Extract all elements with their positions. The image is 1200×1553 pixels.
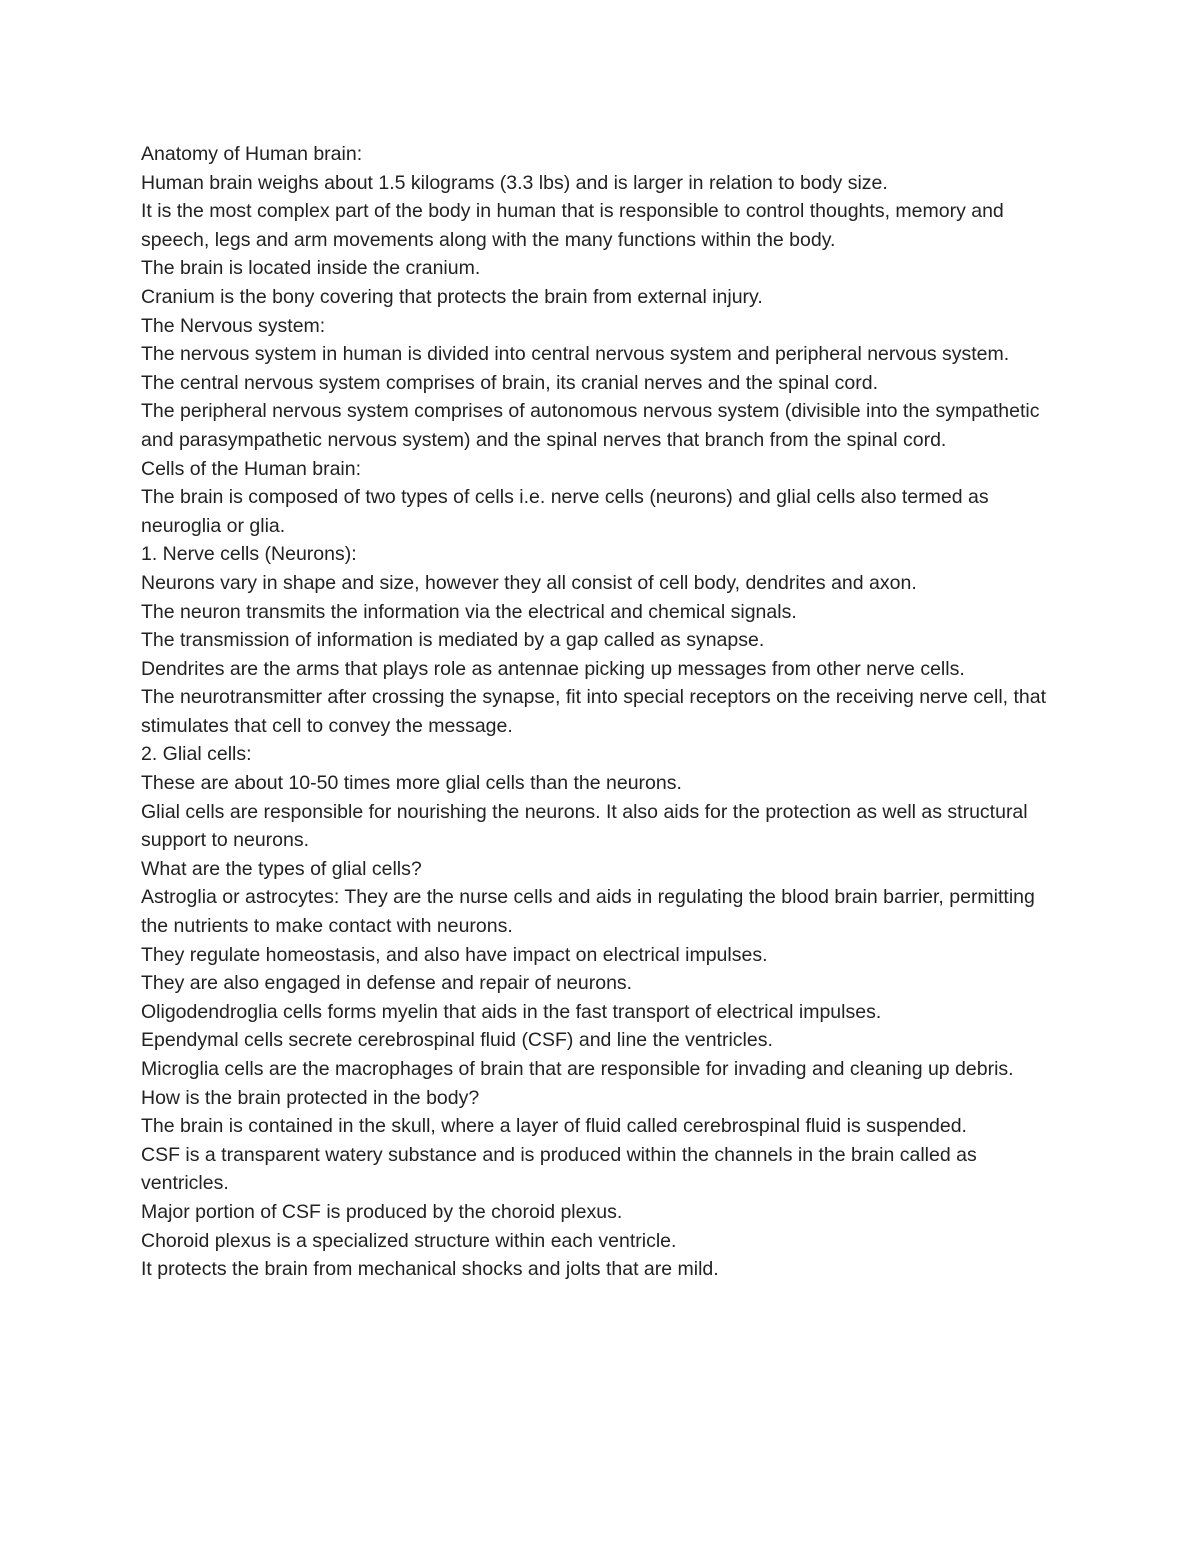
paragraph-choroid-plexus: Choroid plexus is a specialized structure within each ventricle. <box>141 1229 677 1252</box>
paragraph-skull: The brain is contained in the skull, where a layer of fluid called cerebrospinal fluid is suspended. <box>141 1115 967 1138</box>
paragraph-glial-count: These are about 10-50 times more glial cells than the neurons. <box>141 772 682 795</box>
paragraph-nervous-division: The nervous system in human is divided into central nervous system and peripheral nervous system. <box>141 343 1010 366</box>
subheading-nerve-cells: 1. Nerve cells (Neurons): <box>141 543 357 566</box>
section-heading-anatomy: Anatomy of Human brain: <box>141 143 363 165</box>
paragraph-ependymal: Ependymal cells secrete cerebrospinal fluid (CSF) and line the ventricles. <box>141 1029 773 1052</box>
section-heading-nervous-system: The Nervous system: <box>141 314 326 337</box>
paragraph-oligodendroglia: Oligodendroglia cells forms myelin that aids in the fast transport of electrical impulses. <box>141 1000 882 1023</box>
subheading-glial-cells: 2. Glial cells: <box>141 743 252 766</box>
paragraph-synapse: The transmission of information is mediated by a gap called as synapse. <box>141 629 765 652</box>
paragraph-glial-function: Glial cells are responsible for nourishing the neurons. It also aids for the protection as well as structural support to neurons. <box>141 800 1028 852</box>
paragraph-defense-repair: They are also engaged in defense and repair of neurons. <box>141 972 633 995</box>
paragraph-neuron-transmits: The neuron transmits the information via the electrical and chemical signals. <box>141 600 797 623</box>
paragraph-homeostasis: They regulate homeostasis, and also have impact on electrical impulses. <box>141 943 768 966</box>
question-brain-protection: How is the brain protected in the body? <box>141 1086 480 1109</box>
section-heading-cells: Cells of the Human brain: <box>141 457 362 480</box>
paragraph-cell-types: The brain is composed of two types of cells i.e. nerve cells (neurons) and glial cells also termed as neuroglia or glia. <box>141 486 989 537</box>
paragraph-neuron-shape: Neurons vary in shape and size, however they all consist of cell body, dendrites and axon. <box>141 571 917 594</box>
paragraph-microglia: Microglia cells are the macrophages of brain that are responsible for invading and cleaning up debris. <box>141 1058 1014 1080</box>
paragraph-csf-production: Major portion of CSF is produced by the choroid plexus. <box>141 1200 623 1223</box>
paragraph-neurotransmitter: The neurotransmitter after crossing the synapse, fit into special receptors on the receiving nerve cell, that stimulates that cell to convey the message. <box>141 686 1047 737</box>
paragraph-astroglia: Astroglia or astrocytes: They are the nurse cells and aids in regulating the blood brain barrier, permitting the nutrients to make contact with neurons. <box>141 886 1035 938</box>
paragraph-csf: CSF is a transparent watery substance and is produced within the channels in the brain called as ventricles. <box>141 1143 977 1195</box>
document-body <box>141 140 1066 1284</box>
paragraph-cns: The central nervous system comprises of brain, its cranial nerves and the spinal cord. <box>141 371 879 394</box>
paragraph-complex-part: It is the most complex part of the body in human that is responsible to control thoughts, memory and speech, legs and arm movements along with the many functions within the body. <box>141 200 1004 251</box>
paragraph-pns: The peripheral nervous system comprises of autonomous nervous system (divisible into the sympathetic and parasympathetic nervous system) and the spinal nerves that branch from the spinal cord. <box>141 400 1040 451</box>
paragraph-protection: It protects the brain from mechanical shocks and jolts that are mild. <box>141 1258 719 1281</box>
paragraph-cranium: Cranium is the bony covering that protects the brain from external injury. <box>141 285 763 308</box>
paragraph-brain-location: The brain is located inside the cranium. <box>141 257 481 280</box>
paragraph-dendrites: Dendrites are the arms that plays role as antennae picking up messages from other nerve cells. <box>141 657 965 680</box>
paragraph-brain-weight: Human brain weighs about 1.5 kilograms (3.3 lbs) and is larger in relation to body size. <box>141 171 888 194</box>
question-glial-types: What are the types of glial cells? <box>141 857 422 880</box>
